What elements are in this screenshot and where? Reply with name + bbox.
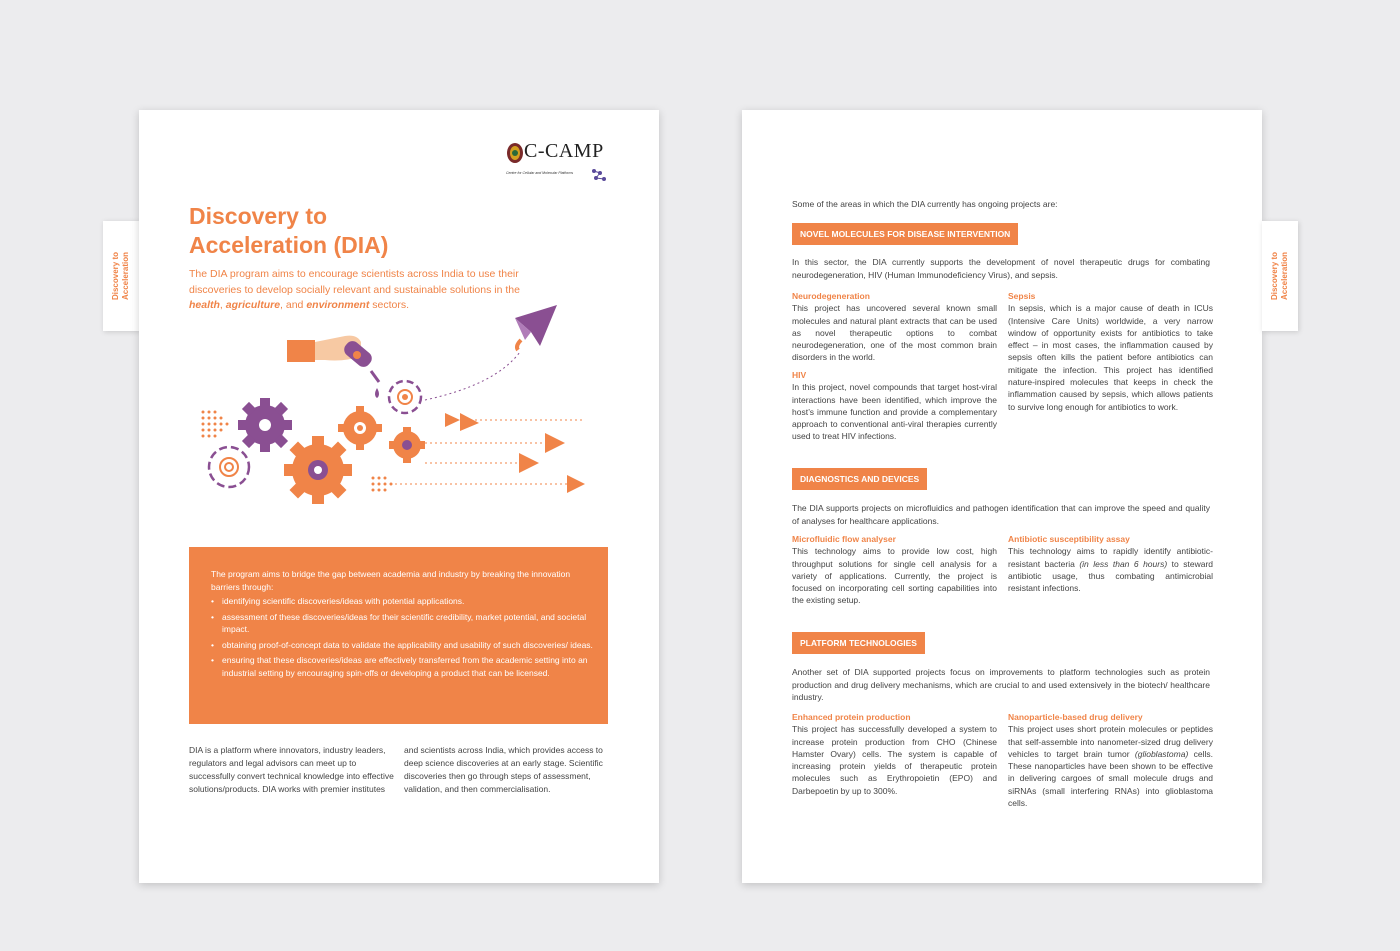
subsection-hiv: HIV In this project, novel compounds that target host-viral interactions have been identified, which improve the host’s immune function and provide a complementary approach to conventional anti-viral therapies currently used to treat HIV infections. <box>792 370 997 442</box>
side-tab-right <box>1262 221 1298 331</box>
section-heading-diagnostics: DIAGNOSTICS AND DEVICES <box>792 468 927 490</box>
subsection-neurodegeneration: Neurodegeneration This project has uncovered several known small molecules and natural plant extracts that can be used as novel therapeutic options to combat neurodegeneration, one of the most common brain disorders in the world. <box>792 291 997 363</box>
logo-tagline: Centre for Cellular and Molecular Platforms <box>506 171 574 175</box>
list-item: • obtaining proof-of-concept data to validate the applicability and usability of such discoveries/ ideas. <box>211 639 596 652</box>
gear-purple-outline <box>209 447 249 487</box>
page-title: Discovery to Acceleration (DIA) <box>189 203 389 258</box>
paper-plane-icon <box>515 305 557 350</box>
bottom-text-col-2: and scientists across India, which provides access to deep science discoveries at an early stage. Scientific discoveries then go through steps of assessment, validation, and then commercialisation. <box>404 745 603 794</box>
intro-paragraph: The DIA program aims to encourage scientists across India to use their discoveries to develop socially relevant and sustainable solutions in the health, agriculture, and environment sectors. <box>189 268 520 311</box>
side-tab-label: Discovery to Acceleration <box>1270 251 1289 301</box>
side-tab-left <box>103 221 139 331</box>
section-heading-platform: PLATFORM TECHNOLOGIES <box>792 632 925 654</box>
logo-wordmark: C-CAMP <box>524 140 604 162</box>
brochure-page-front <box>139 110 659 883</box>
side-tab-label: Discovery to Acceleration <box>111 251 130 301</box>
ccamp-logo <box>506 140 616 185</box>
gear-orange-small <box>389 427 425 463</box>
subsection-antibiotic: Antibiotic susceptibility assay This technology aims to rapidly identify antibiotic-resistant bacteria (in less than 6 hours) to steward antibiotic usage, thus combating antimicrobial resistant infections. <box>1008 534 1214 594</box>
ccamp-emblem-icon <box>506 142 524 164</box>
gear-orange-large <box>284 436 352 504</box>
areas-intro: Some of the areas in which the DIA currently has ongoing projects are: <box>792 199 1058 209</box>
brochure-page-back <box>742 110 1262 883</box>
section-text: The DIA supports projects on microfluidics and pathogen identification that can improve the speed and quality of analyses for healthcare applications. <box>792 503 1210 526</box>
section-heading-novel-molecules: NOVEL MOLECULES FOR DISEASE INTERVENTION <box>792 223 1018 245</box>
gear-outline-top <box>389 381 421 413</box>
list-item: • assessment of these discoveries/ideas for their scientific credibility, market potential, and societal impact. <box>211 611 596 636</box>
list-item: • ensuring that these discoveries/ideas are effectively transferred from the academic setting into an industrial setting by encouraging spin-offs or developing a product that can be licensed. <box>211 654 596 679</box>
gear-purple-large <box>238 398 292 452</box>
subsection-protein-production: Enhanced protein production This project has successfully developed a system to increase protein production from CHO (Chinese Hamster Ovary) cells. The system is capable of increasing protein yields of therapeutic protein molecules such as Erythropoietin (EPO) and Darbepoetin by up to 300%. <box>792 712 997 796</box>
gear-orange-mid <box>338 406 382 450</box>
program-aims-box <box>189 547 608 724</box>
section-text: In this sector, the DIA currently supports the development of novel therapeutic drugs for combating neurodegeneration, HIV (Human Immunodeficiency Virus), and sepsis. <box>792 257 1210 280</box>
box-intro: The program aims to bridge the gap between academia and industry by breaking the innovation barriers through: <box>211 569 571 592</box>
bottom-text-col-1: DIA is a platform where innovators, industry leaders, regulators and legal advisors can meet up to successfully convert technical knowledge into effective solutions/products. DIA works with premier institutes <box>189 745 394 794</box>
subsection-sepsis: Sepsis In sepsis, which is a major cause of death in ICUs (Intensive Care Units) worldwide, a very narrow window of opportunity exists for antibiotics to take effect – in most cases, the inflammation caused by sepsis often kills the patient before antibiotics can mitigate the infection. This project has identified nature-inspired molecules that keeps in check the inflammation caused by sepsis, which allows patients to survive long enough for antibiotics to work. <box>1008 291 1213 412</box>
subsection-nanoparticle: Nanoparticle-based drug delivery This project uses short protein molecules or peptides that self-assemble into nanometer-sized drug delivery vehicles to target brain tumor (glioblastoma) cells. These nanoparticles have been shown to be effective in delivering cargoes of small molecule drugs and siRNAs (small interfering RNAs) into glioblastoma cells. <box>1008 712 1213 809</box>
dot-pattern-right <box>372 477 393 492</box>
list-item: • identifying scientific discoveries/ideas with potential applications. <box>211 595 596 608</box>
subsection-microfluidic: Microfluidic flow analyser This technology aims to provide low cost, high throughput solutions for single cell analysis for a variety of applications. Currently, the project is focused on incorporating cell sorting capabilities into the existing setup. <box>792 534 997 606</box>
gears-illustration <box>195 300 615 515</box>
section-text: Another set of DIA supported projects focus on improvements to platform technologies such as protein production and drug delivery mechanisms, which are crucial to and used extensively in the biotech/ healthcare industry. <box>792 667 1210 702</box>
molecule-icon <box>590 167 608 183</box>
aims-list <box>211 595 596 682</box>
dot-pattern-left <box>202 411 229 438</box>
hand-dropper-icon <box>287 336 379 398</box>
